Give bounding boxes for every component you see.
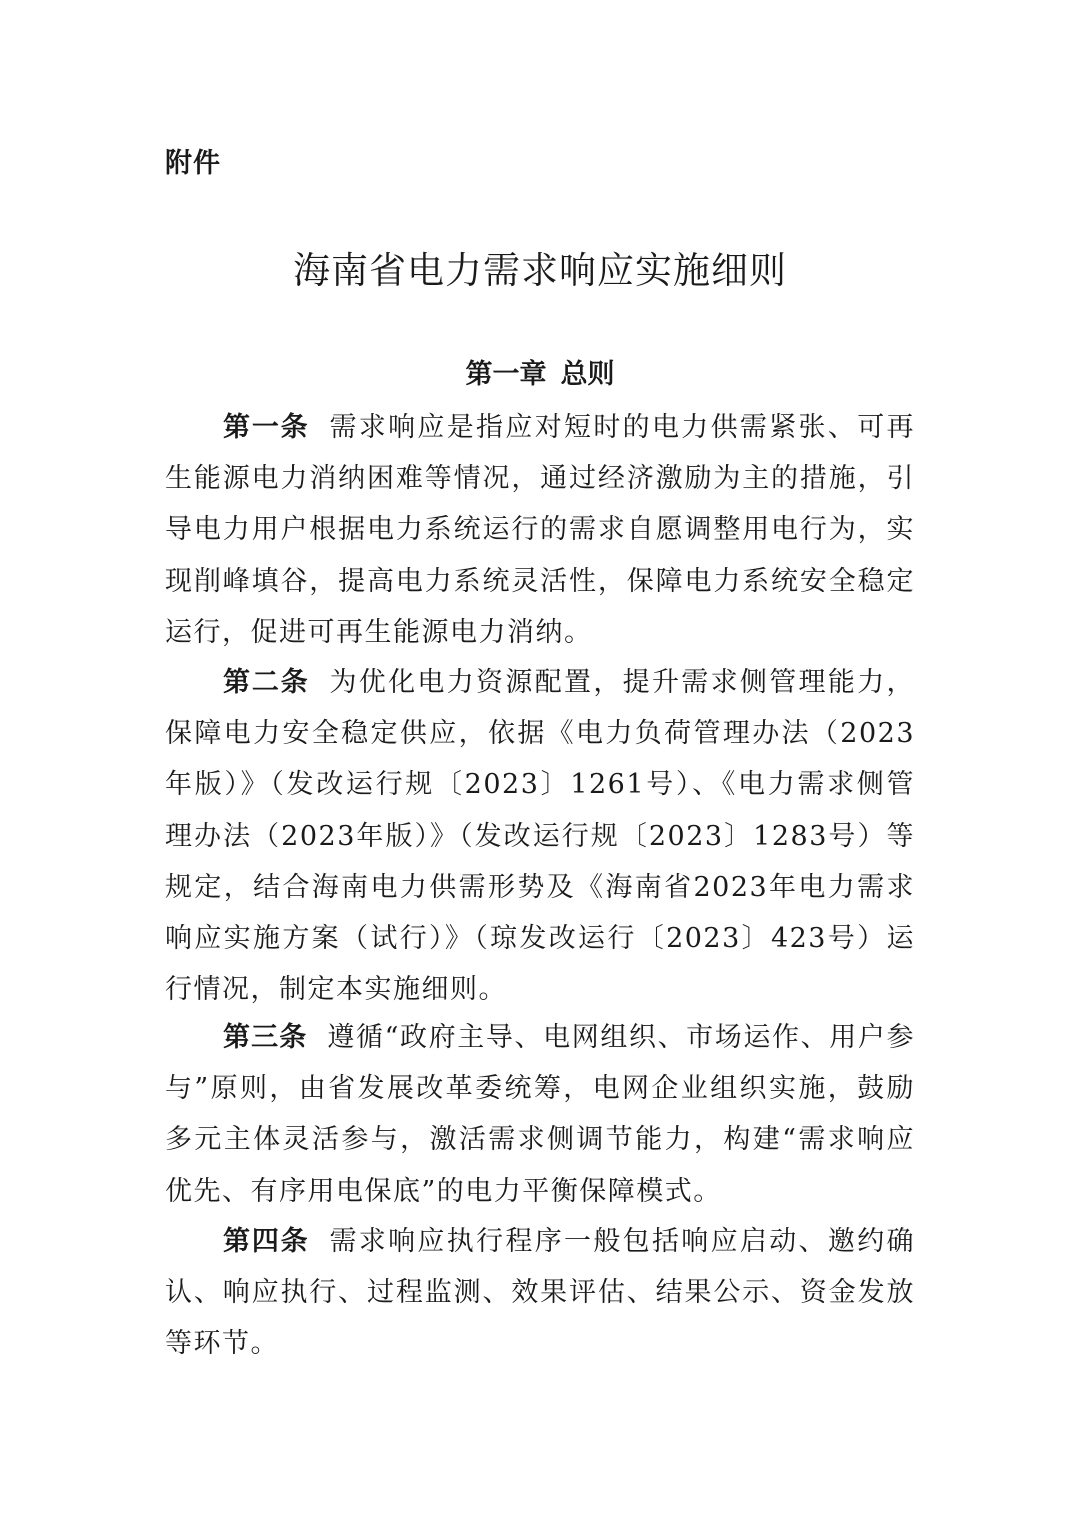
article-text: 需求响应执行程序一般包括响应启动、邀约确认、响应执行、过程监测、效果评估、结果公示、资金发放等环节。 <box>165 1226 916 1360</box>
article-1 <box>165 402 915 658</box>
article-text: 需求响应是指应对短时的电力供需紧张、可再生能源电力消纳困难等情况，通过经济激励为主的措施，引导电力用户根据电力系统运行的需求自愿调整用电行为，实现削峰填谷，提高电力系统灵活性，保障电力系统安全稳定运行，促进可再生能源电力消纳。 <box>165 412 916 648</box>
article-text: 遵循“政府主导、电网组织、市场运作、用户参与”原则，由省发展改革委统筹，电网企业组织实施，鼓励多元主体灵活参与，激活需求侧调节能力，构建“需求响应优先、有序用电保底”的电力平衡保障模式。 <box>165 1022 915 1207</box>
article-number: 第二条 <box>223 667 310 698</box>
article-text: 为优化电力资源配置，提升需求侧管理能力，保障电力安全稳定供应，依据《电力负荷管理办法（2023年版）》（发改运行规〔2023〕1261号）、《电力需求侧管理办法（2023年版）》（发改运行规〔2023〕1283号）等规定，结合海南电力供需形势及《海南省2023年电力需求响应实施方案（试行）》（琼发改运行〔2023〕423号）运行情况，制定本实施细则。 <box>165 667 916 1006</box>
article-number: 第四条 <box>223 1226 310 1257</box>
chapter-number: 第一章 <box>465 359 547 390</box>
article-3 <box>165 1012 915 1217</box>
article-4 <box>165 1216 915 1370</box>
chapter-name: 总则 <box>560 359 615 390</box>
article-number: 第三条 <box>223 1022 308 1053</box>
chapter-heading <box>0 355 1080 395</box>
article-number: 第一条 <box>223 412 310 443</box>
document-title: 海南省电力需求响应实施细则 <box>293 249 787 292</box>
article-2 <box>165 657 915 1015</box>
attachment-label: 附件 <box>165 148 221 179</box>
